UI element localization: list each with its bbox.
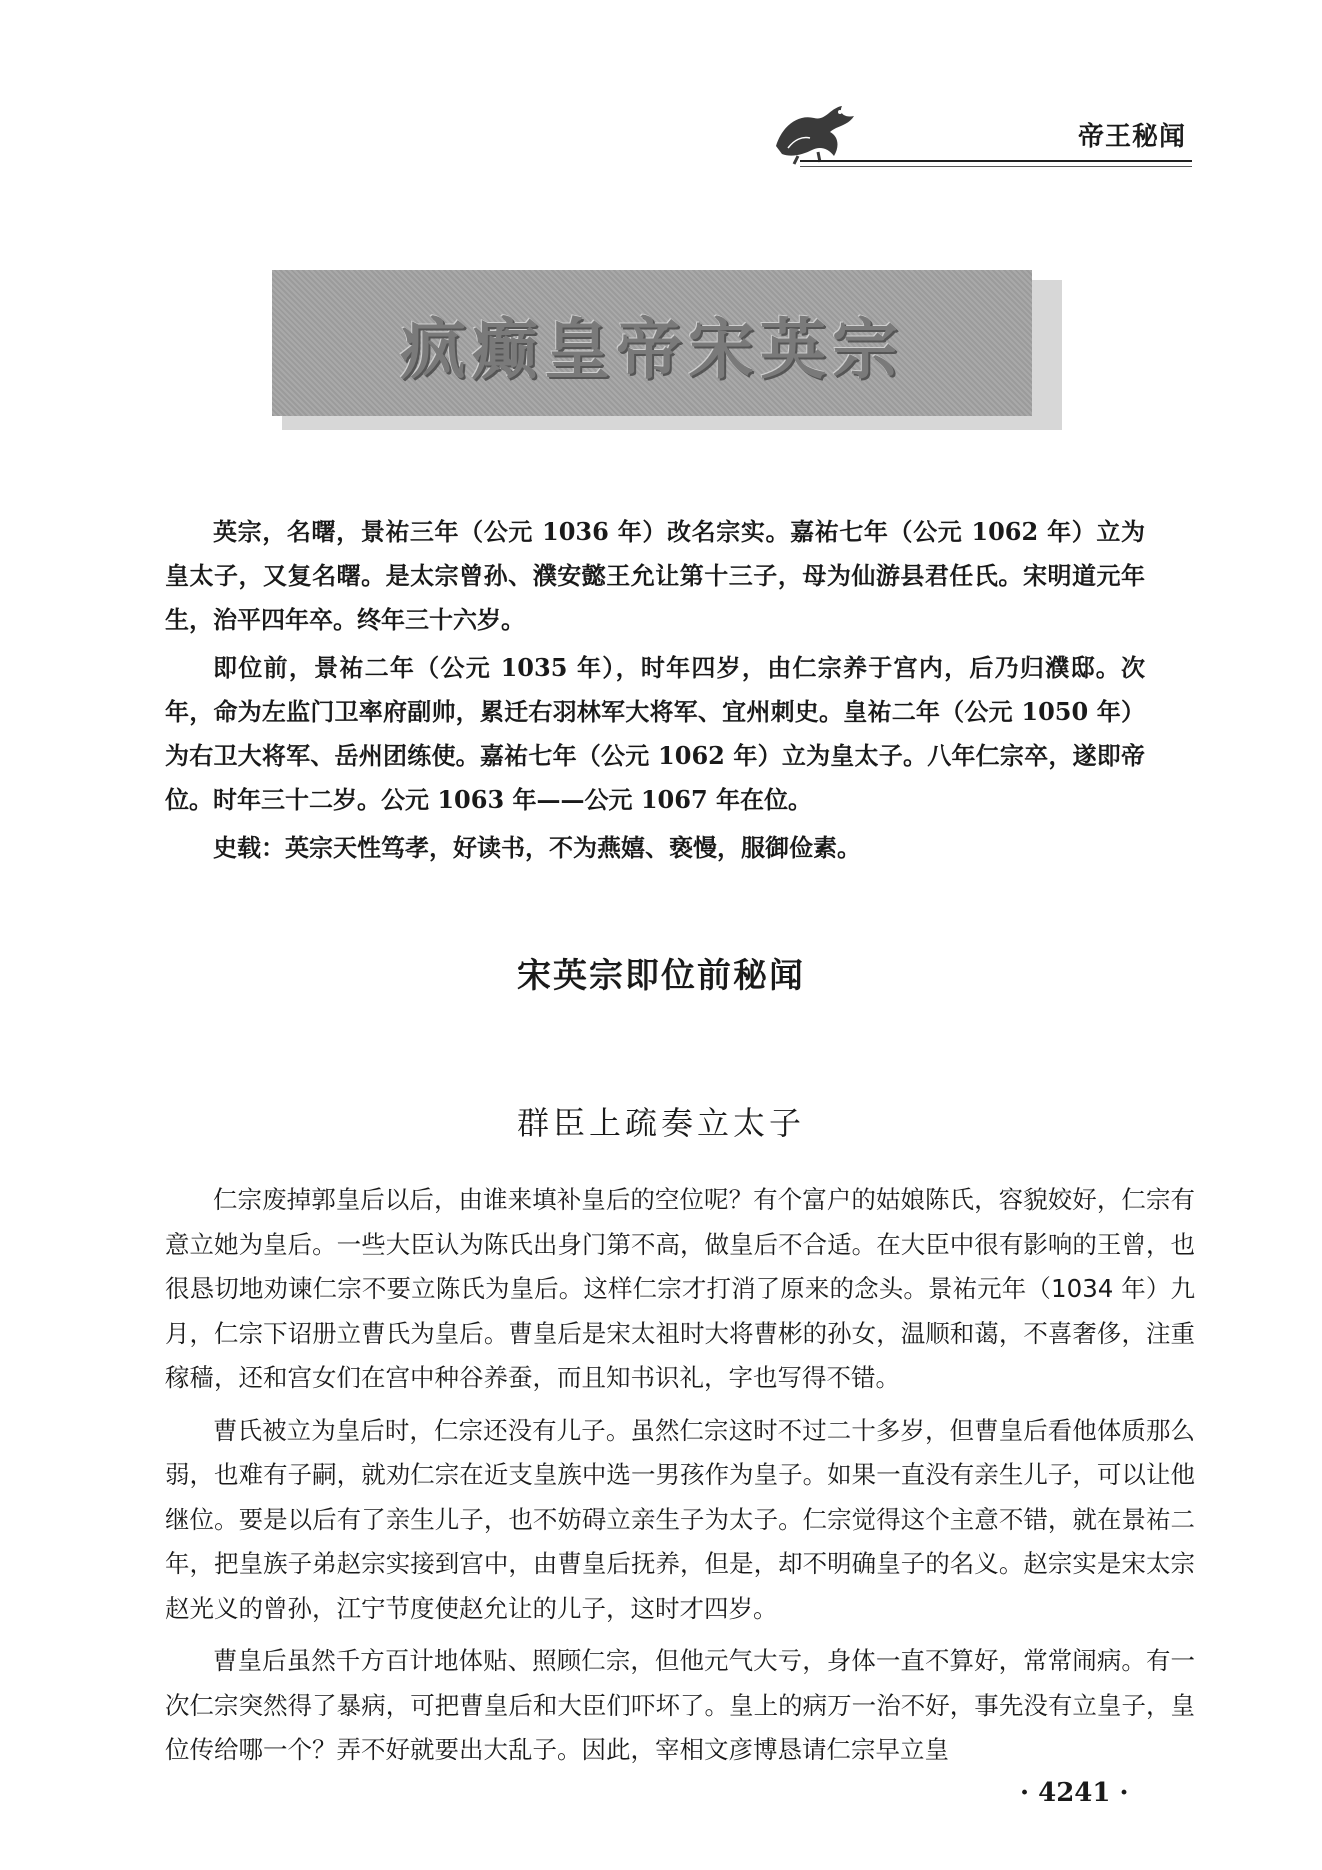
body-paragraph: 曹皇后虽然千方百计地体贴、照顾仁宗，但他元气大亏，身体一直不算好，常常闹病。有一次仁宗突然得了暴病，可把曹皇后和大臣们吓坏了。皇上的病万一治不好，事先没有立皇子，皇位传给哪一个？弄不好就要出大乱子。因此，宰相文彦博恳请仁宗早立皇 [165,1646,1195,1764]
page-number: · 4241 · [1020,1778,1129,1808]
section-heading: 宋英宗即位前秘闻 [517,956,805,996]
dragon-emblem-icon [768,96,860,166]
header-divider-thin [800,166,1192,167]
running-header-title: 帝王秘闻 [1078,122,1187,152]
intro-paragraph: 即位前，景祐二年（公元 1035 年），时年四岁，由仁宗养于宫内，后乃归濮邸。次年，命为左监门卫率府副帅，累迁右羽林军大将军、宜州刺史。皇祐二年（公元 1050 年）为右卫大将军、岳州团练使。嘉祐七年（公元 1062 年）立为皇太子。八年仁宗卒，遂即帝位。时年三十二岁。公元 1063 年——公元 1067 年在位。 [165,653,1145,814]
intro-paragraph: 史载：英宗天性笃孝，好读书，不为燕嬉、亵慢，服御俭素。 [213,833,861,862]
header-divider [800,160,1192,162]
body-text [165,1178,1195,1781]
chapter-banner [272,270,1032,416]
body-paragraph: 曹氏被立为皇后时，仁宗还没有儿子。虽然仁宗这时不过二十多岁，但曹皇后看他体质那么弱，也难有子嗣，就劝仁宗在近支皇族中选一男孩作为皇子。如果一直没有亲生儿子，可以让他继位。要是以后有了亲生儿子，也不妨碍立亲生子为太子。仁宗觉得这个主意不错，就在景祐二年，把皇族子弟赵宗实接到宫中，由曹皇后抚养，但是，却不明确皇子的名义。赵宗实是宋太宗赵光义的曾孙，江宁节度使赵允让的儿子，这时才四岁。 [165,1415,1195,1623]
chapter-title: 疯癫皇帝宋英宗 [400,309,904,388]
intro-section [165,510,1145,874]
subsection-heading: 群臣上疏奏立太子 [516,1104,805,1142]
body-paragraph: 仁宗废掉郭皇后以后，由谁来填补皇后的空位呢？有个富户的姑娘陈氏，容貌姣好，仁宗有意立她为皇后。一些大臣认为陈氏出身门第不高，做皇后不合适。在大臣中很有影响的王曾，也很恳切地劝谏仁宗不要立陈氏为皇后。这样仁宗才打消了原来的念头。景祐元年（1034 年）九月，仁宗下诏册立曹氏为皇后。曹皇后是宋太祖时大将曹彬的孙女，温顺和蔼，不喜奢侈，注重稼穑，还和宫女们在宫中种谷养蚕，而且知书识礼，字也写得不错。 [165,1185,1195,1392]
intro-paragraph: 英宗，名曙，景祐三年（公元 1036 年）改名宗实。嘉祐七年（公元 1062 年）立为皇太子，又复名曙。是太宗曾孙、濮安懿王允让第十三子，母为仙游县君任氏。宋明道元年生，治平四年卒。终年三十六岁。 [165,517,1145,634]
